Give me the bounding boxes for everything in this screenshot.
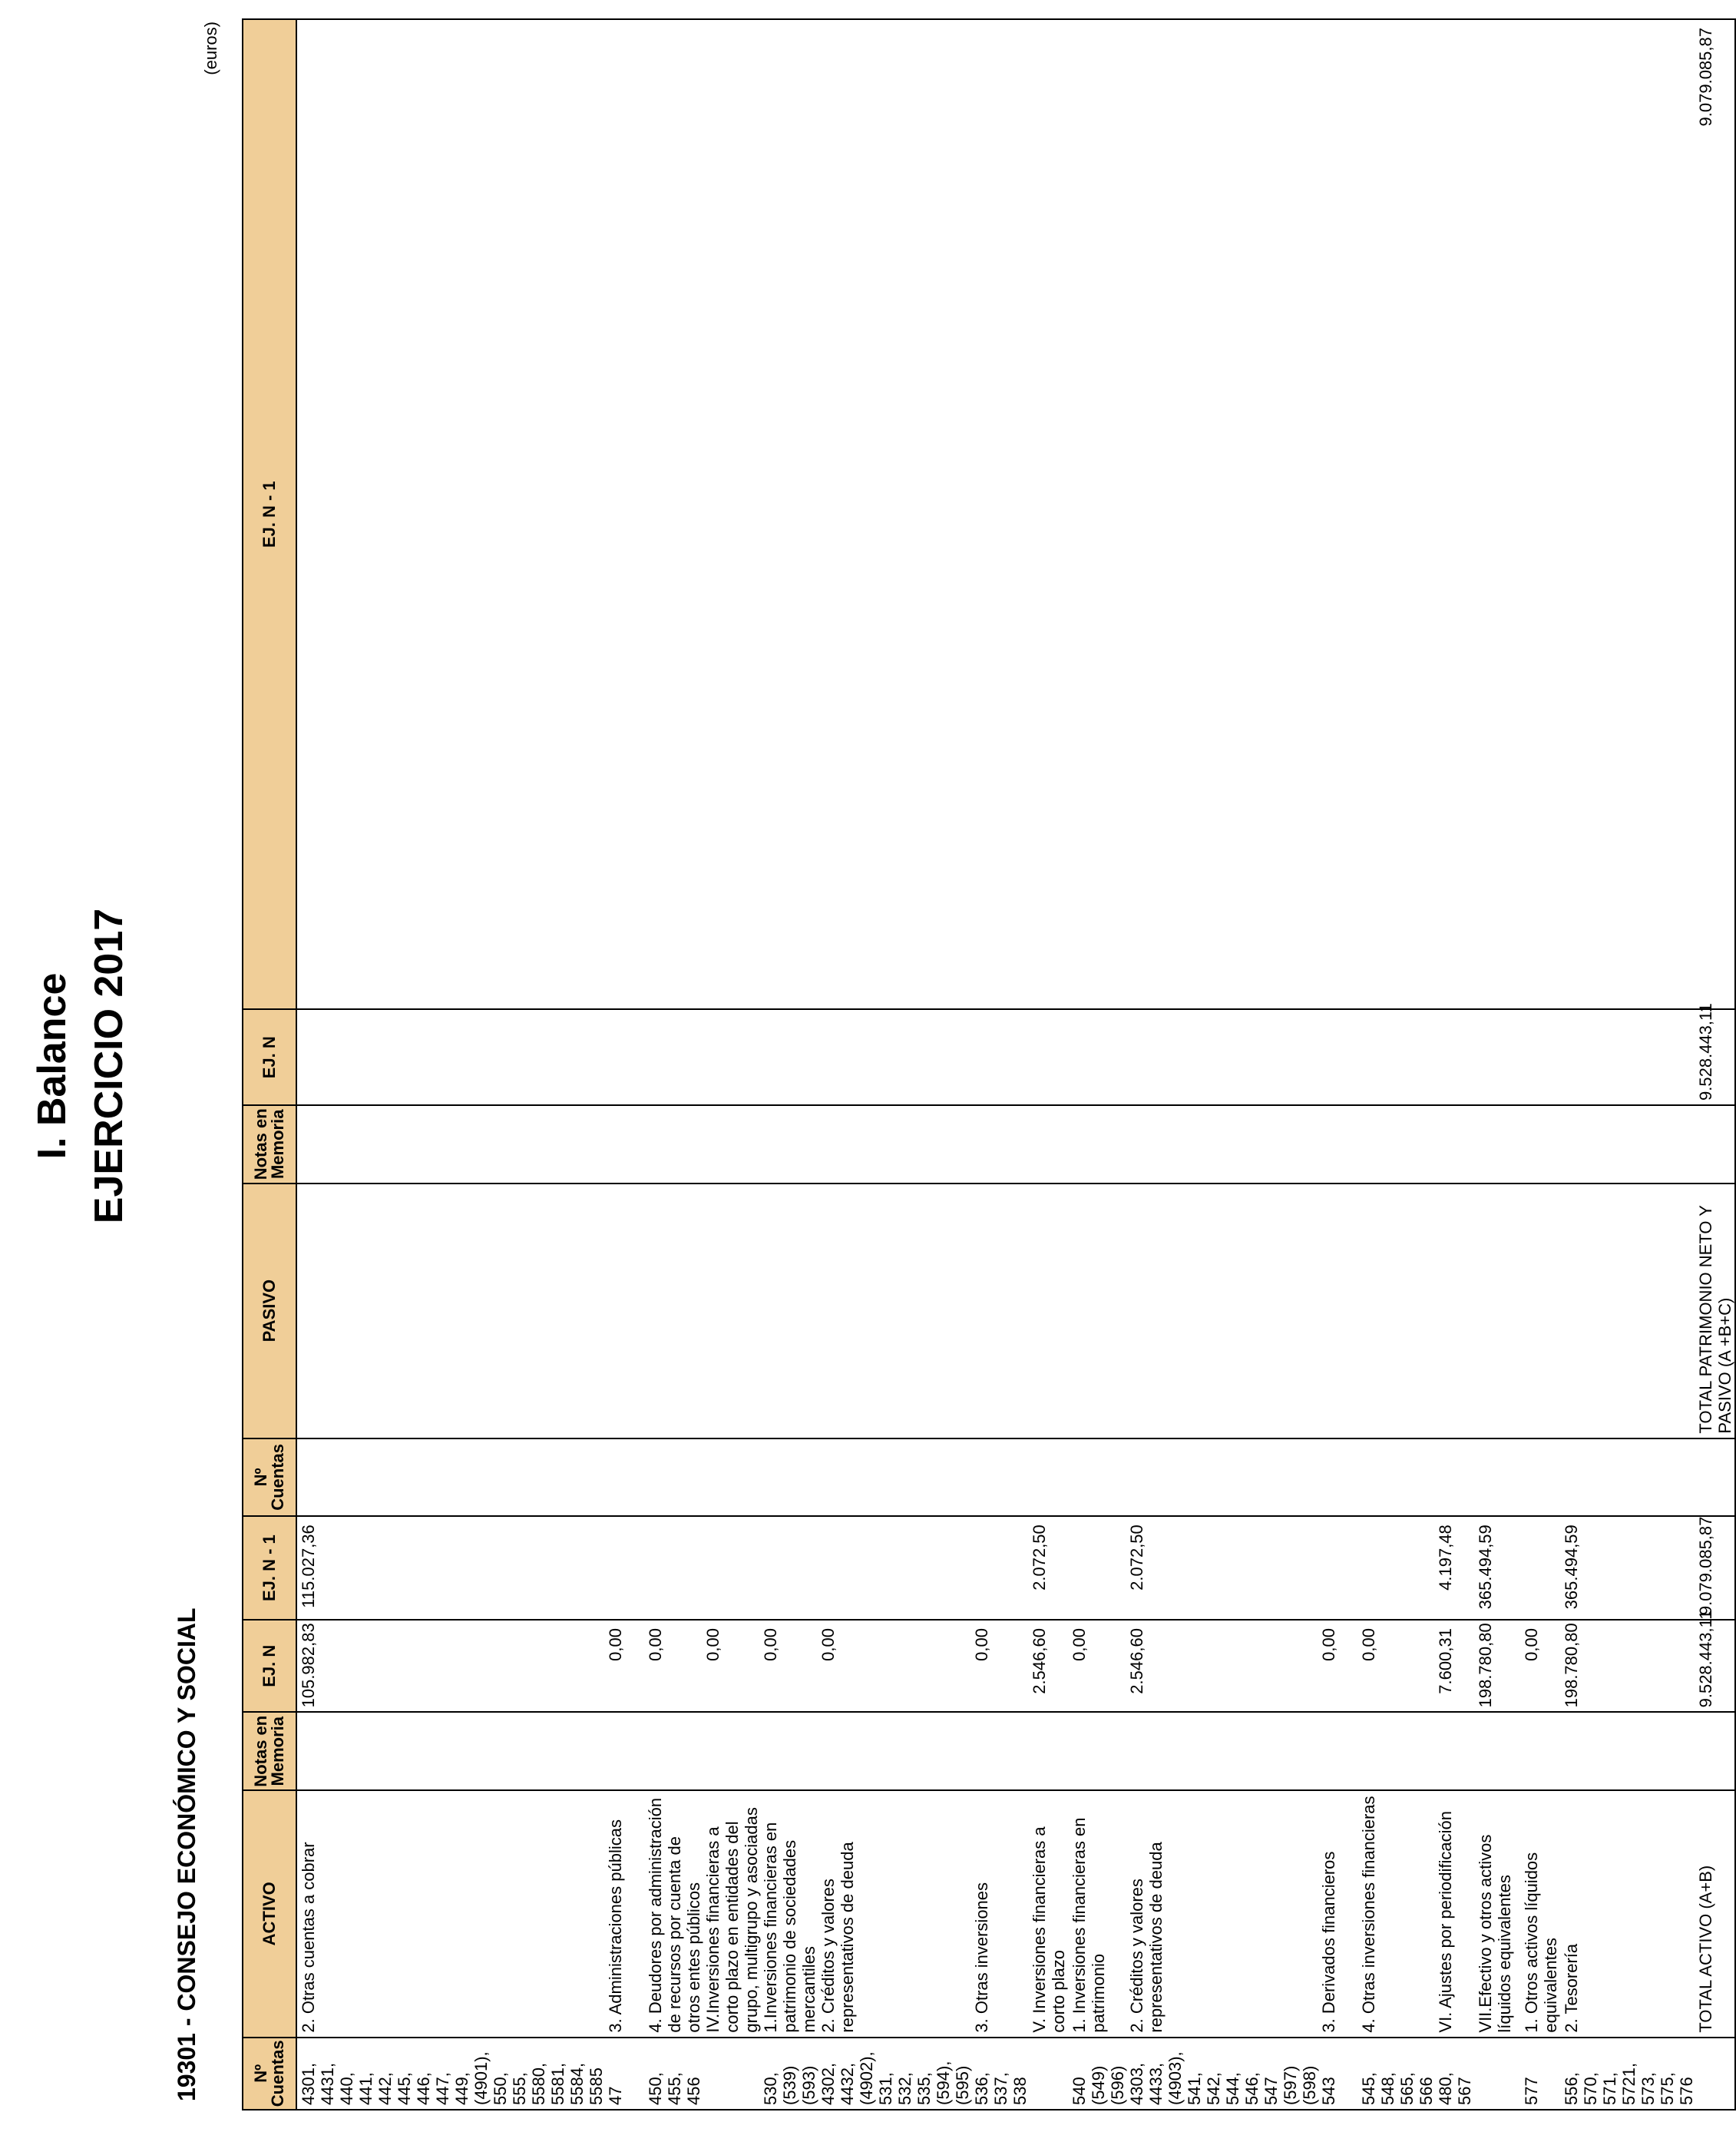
pasivo-notas-cell [1562, 1105, 1696, 1184]
pasivo-ej-n-cell [1436, 1010, 1476, 1105]
activo-cell: 1. Otros activos líquidos equivalentes [1522, 1790, 1562, 2038]
header-ej-n1: EJ. N - 1 [243, 1516, 296, 1620]
pasivo-ej-n-cell [1319, 1010, 1359, 1105]
cuentas-cell: 480, 567 [1436, 2038, 1476, 2110]
cuentas-cell: 4303, 4433, (4903), 541, 542, 544, 546, 547 (597) (598) [1127, 2038, 1319, 2110]
pasivo-cuentas-cell [1522, 1438, 1562, 1517]
notas-cell [1562, 1712, 1696, 1790]
ej-n1-cell: 115.027,36 [296, 1516, 606, 1620]
pasivo-ej-n-cell [1030, 1010, 1070, 1105]
table-row [703, 19, 761, 2110]
pasivo-ej-n1-cell [606, 19, 646, 1010]
pasivo-notas-cell [1522, 1105, 1562, 1184]
table-row [1319, 19, 1359, 2110]
header-activo: ACTIVO [243, 1790, 296, 2038]
ej-n-cell: 0,00 [1522, 1620, 1562, 1712]
ej-n-cell: 0,00 [606, 1620, 646, 1712]
pasivo-cuentas-cell [1127, 1438, 1319, 1517]
table-row [646, 19, 703, 2110]
activo-cell: VI. Ajustes por periodificación [1436, 1790, 1476, 2038]
notas-cell [1127, 1712, 1319, 1790]
pasivo-notas-cell [1070, 1105, 1127, 1184]
table-row [1070, 19, 1127, 2110]
entity-name: 19301 - CONSEJO ECONÓMICO Y SOCIAL [173, 1607, 200, 2101]
total-activo-ej-n1: 9.079.085,87 [1696, 1516, 1735, 1620]
cuentas-cell: 530, (539) (593) [761, 2038, 818, 2110]
ej-n1-cell [972, 1516, 1030, 1620]
ej-n1-cell [606, 1516, 646, 1620]
notas-cell [818, 1712, 972, 1790]
total-pasivo-ej-n1: 9.079.085,87 [1696, 19, 1735, 1010]
table-row [1476, 19, 1522, 2110]
ej-n1-cell [1319, 1516, 1359, 1620]
pasivo-ej-n-cell [1562, 1010, 1696, 1105]
pasivo-notas-cell [1319, 1105, 1359, 1184]
ej-n-cell: 0,00 [1319, 1620, 1359, 1712]
pasivo-ej-n1-cell [1030, 19, 1070, 1010]
cuentas-cell: 536, 537, 538 [972, 2038, 1030, 2110]
notas-cell [761, 1712, 818, 1790]
pasivo-cuentas-cell [1476, 1438, 1522, 1517]
pasivo-notas-cell [761, 1105, 818, 1184]
total-pasivo-cuentas-cell [1696, 1438, 1735, 1517]
header-ej-n1-pasivo: EJ. N - 1 [243, 19, 296, 1010]
cuentas-cell: 4302, 4432, (4902), 531, 532, 535, (594), (595) [818, 2038, 972, 2110]
total-activo-label: TOTAL ACTIVO (A+B) [1696, 1790, 1735, 2038]
cuentas-cell: 545, 548, 565, 566 [1359, 2038, 1436, 2110]
pasivo-cuentas-cell [1562, 1438, 1696, 1517]
ej-n-cell: 0,00 [818, 1620, 972, 1712]
notas-cell [646, 1712, 703, 1790]
ej-n-cell: 0,00 [703, 1620, 761, 1712]
pasivo-cell [1476, 1184, 1522, 1438]
pasivo-ej-n1-cell [646, 19, 703, 1010]
total-row [1696, 19, 1735, 2110]
pasivo-notas-cell [1436, 1105, 1476, 1184]
table-row [972, 19, 1030, 2110]
notas-cell [1070, 1712, 1127, 1790]
activo-cell: 4. Deudores por administración de recursos por cuenta de otros entes públicos [646, 1790, 703, 2038]
table-row [606, 19, 646, 2110]
notas-cell [606, 1712, 646, 1790]
ej-n-cell: 0,00 [1359, 1620, 1436, 1712]
pasivo-cuentas-cell [1030, 1438, 1070, 1517]
page-subtitle: EJERCICIO 2017 [87, 908, 131, 1224]
ej-n1-cell: 365.494,59 [1562, 1516, 1696, 1620]
ej-n-cell: 105.982,83 [296, 1620, 606, 1712]
pasivo-ej-n1-cell [1562, 19, 1696, 1010]
ej-n-cell: 0,00 [1070, 1620, 1127, 1712]
pasivo-notas-cell [606, 1105, 646, 1184]
cuentas-cell: 556, 570, 571, 5721, 573, 575, 576 [1562, 2038, 1696, 2110]
cuentas-cell [1030, 2038, 1070, 2110]
pasivo-cuentas-cell [1436, 1438, 1476, 1517]
pasivo-cell [972, 1184, 1030, 1438]
pasivo-ej-n-cell [1522, 1010, 1562, 1105]
pasivo-cell [1522, 1184, 1562, 1438]
table-row [1436, 19, 1476, 2110]
pasivo-notas-cell [972, 1105, 1030, 1184]
balance-table [242, 18, 1736, 2110]
pasivo-ej-n-cell [1070, 1010, 1127, 1105]
activo-cell: 2. Créditos y valores representativos de deuda [1127, 1790, 1319, 2038]
table-row [1522, 19, 1562, 2110]
pasivo-ej-n1-cell [1476, 19, 1522, 1010]
pasivo-ej-n-cell [1359, 1010, 1436, 1105]
total-activo-ej-n: 9.528.443,11 [1696, 1620, 1735, 1712]
pasivo-notas-cell [703, 1105, 761, 1184]
activo-cell: 2. Otras cuentas a cobrar [296, 1790, 606, 2038]
ej-n-cell: 0,00 [646, 1620, 703, 1712]
cuentas-cell [703, 2038, 761, 2110]
total-pasivo-ej-n: 9.528.443,11 [1696, 1010, 1735, 1105]
pasivo-cell [1319, 1184, 1359, 1438]
pasivo-ej-n-cell [761, 1010, 818, 1105]
ej-n1-cell [1359, 1516, 1436, 1620]
notas-cell [703, 1712, 761, 1790]
table-row [296, 19, 606, 2110]
pasivo-cell [818, 1184, 972, 1438]
cuentas-cell: 4301, 4431, 440, 441, 442, 445, 446, 447, 449, (4901), 550, 555, 5580, 5581, 5584, 5585 [296, 2038, 606, 2110]
pasivo-ej-n1-cell [761, 19, 818, 1010]
total-pasivo-notas-cell [1696, 1105, 1735, 1184]
pasivo-cuentas-cell [1070, 1438, 1127, 1517]
ej-n1-cell [1522, 1516, 1562, 1620]
ej-n-cell: 198.780,80 [1562, 1620, 1696, 1712]
total-notas-cell [1696, 1712, 1735, 1790]
notas-cell [1476, 1712, 1522, 1790]
pasivo-ej-n1-cell [1436, 19, 1476, 1010]
pasivo-ej-n-cell [1127, 1010, 1319, 1105]
header-notas: Notas en Memoria [243, 1712, 296, 1790]
activo-cell: 1. Inversiones financieras en patrimonio [1070, 1790, 1127, 2038]
table-row [761, 19, 818, 2110]
table-header-row [243, 19, 296, 2110]
ej-n-cell: 2.546,60 [1030, 1620, 1070, 1712]
notas-cell [972, 1712, 1030, 1790]
activo-cell: V. Inversiones financieras a corto plazo [1030, 1790, 1070, 2038]
notas-cell [296, 1712, 606, 1790]
table-row [1127, 19, 1319, 2110]
ej-n-cell: 0,00 [972, 1620, 1030, 1712]
activo-cell: 3. Otras inversiones [972, 1790, 1030, 2038]
pasivo-ej-n1-cell [703, 19, 761, 1010]
pasivo-ej-n1-cell [1522, 19, 1562, 1010]
pasivo-cell [1436, 1184, 1476, 1438]
table-row [818, 19, 972, 2110]
header-pasivo: PASIVO [243, 1184, 296, 1438]
activo-cell: 2. Tesorería [1562, 1790, 1696, 2038]
ej-n1-cell [818, 1516, 972, 1620]
pasivo-cuentas-cell [818, 1438, 972, 1517]
ej-n-cell: 7.600,31 [1436, 1620, 1476, 1712]
pasivo-ej-n-cell [296, 1010, 606, 1105]
ej-n1-cell: 365.494,59 [1476, 1516, 1522, 1620]
cuentas-cell: 540 (549) (596) [1070, 2038, 1127, 2110]
cuentas-cell: 47 [606, 2038, 646, 2110]
ej-n1-cell [646, 1516, 703, 1620]
notas-cell [1436, 1712, 1476, 1790]
ej-n1-cell: 2.072,50 [1127, 1516, 1319, 1620]
notas-cell [1319, 1712, 1359, 1790]
ej-n-cell: 2.546,60 [1127, 1620, 1319, 1712]
pasivo-cuentas-cell [703, 1438, 761, 1517]
activo-cell: IV.Inversiones financieras a corto plazo en entidades del grupo, multigrupo y asociadas [703, 1790, 761, 2038]
cuentas-cell: 450, 455, 456 [646, 2038, 703, 2110]
header-cuentas: Nº Cuentas [243, 2038, 296, 2110]
pasivo-cuentas-cell [606, 1438, 646, 1517]
pasivo-cell [761, 1184, 818, 1438]
pasivo-notas-cell [1127, 1105, 1319, 1184]
table-row [1030, 19, 1070, 2110]
pasivo-cell [296, 1184, 606, 1438]
pasivo-cell [1030, 1184, 1070, 1438]
pasivo-ej-n1-cell [296, 19, 606, 1010]
cuentas-cell [1476, 2038, 1522, 2110]
ej-n-cell: 0,00 [761, 1620, 818, 1712]
ej-n1-cell [761, 1516, 818, 1620]
pasivo-cell [646, 1184, 703, 1438]
pasivo-ej-n-cell [972, 1010, 1030, 1105]
pasivo-ej-n1-cell [1127, 19, 1319, 1010]
page-title: I. Balance [30, 972, 74, 1160]
pasivo-ej-n-cell [818, 1010, 972, 1105]
activo-cell: 1.Inversiones financieras en patrimonio de sociedades mercantiles [761, 1790, 818, 2038]
pasivo-cell [606, 1184, 646, 1438]
header-notas-pasivo: Notas en Memoria [243, 1105, 296, 1184]
pasivo-ej-n1-cell [1070, 19, 1127, 1010]
table-row [1359, 19, 1436, 2110]
cuentas-cell: 543 [1319, 2038, 1359, 2110]
activo-cell: VII.Efectivo y otros activos líquidos equivalentes [1476, 1790, 1522, 2038]
pasivo-notas-cell [1030, 1105, 1070, 1184]
pasivo-notas-cell [1359, 1105, 1436, 1184]
pasivo-cell [1070, 1184, 1127, 1438]
pasivo-cuentas-cell [1319, 1438, 1359, 1517]
pasivo-cuentas-cell [296, 1438, 606, 1517]
header-ej-n-pasivo: EJ. N [243, 1010, 296, 1105]
ej-n1-cell: 4.197,48 [1436, 1516, 1476, 1620]
cuentas-cell: 577 [1522, 2038, 1562, 2110]
pasivo-cell [1562, 1184, 1696, 1438]
header-ej-n: EJ. N [243, 1620, 296, 1712]
pasivo-ej-n1-cell [972, 19, 1030, 1010]
activo-cell: 3. Administraciones públicas [606, 1790, 646, 2038]
total-pasivo-label: TOTAL PATRIMONIO NETO Y PASIVO (A +B+C) [1696, 1184, 1735, 1438]
activo-cell: 4. Otras inversiones financieras [1359, 1790, 1436, 2038]
pasivo-notas-cell [818, 1105, 972, 1184]
pasivo-notas-cell [1476, 1105, 1522, 1184]
activo-cell: 2. Créditos y valores representativos de deuda [818, 1790, 972, 2038]
activo-cell: 3. Derivados financieros [1319, 1790, 1359, 2038]
pasivo-ej-n1-cell [1359, 19, 1436, 1010]
ej-n1-cell [1070, 1516, 1127, 1620]
pasivo-ej-n-cell [703, 1010, 761, 1105]
ej-n1-cell [703, 1516, 761, 1620]
pasivo-ej-n-cell [646, 1010, 703, 1105]
pasivo-ej-n-cell [1476, 1010, 1522, 1105]
pasivo-cuentas-cell [972, 1438, 1030, 1517]
pasivo-notas-cell [296, 1105, 606, 1184]
notas-cell [1030, 1712, 1070, 1790]
pasivo-ej-n1-cell [818, 19, 972, 1010]
pasivo-cuentas-cell [646, 1438, 703, 1517]
pasivo-cell [1359, 1184, 1436, 1438]
pasivo-ej-n-cell [606, 1010, 646, 1105]
table-row [1562, 19, 1696, 2110]
notas-cell [1359, 1712, 1436, 1790]
header-cuentas-pasivo: Nº Cuentas [243, 1438, 296, 1517]
pasivo-cuentas-cell [1359, 1438, 1436, 1517]
ej-n-cell: 198.780,80 [1476, 1620, 1522, 1712]
pasivo-ej-n1-cell [1319, 19, 1359, 1010]
pasivo-notas-cell [646, 1105, 703, 1184]
pasivo-cuentas-cell [761, 1438, 818, 1517]
notas-cell [1522, 1712, 1562, 1790]
total-cuentas-cell [1696, 2038, 1735, 2110]
ej-n1-cell: 2.072,50 [1030, 1516, 1070, 1620]
units-label: (euros) [201, 22, 220, 75]
pasivo-cell [1127, 1184, 1319, 1438]
pasivo-cell [703, 1184, 761, 1438]
